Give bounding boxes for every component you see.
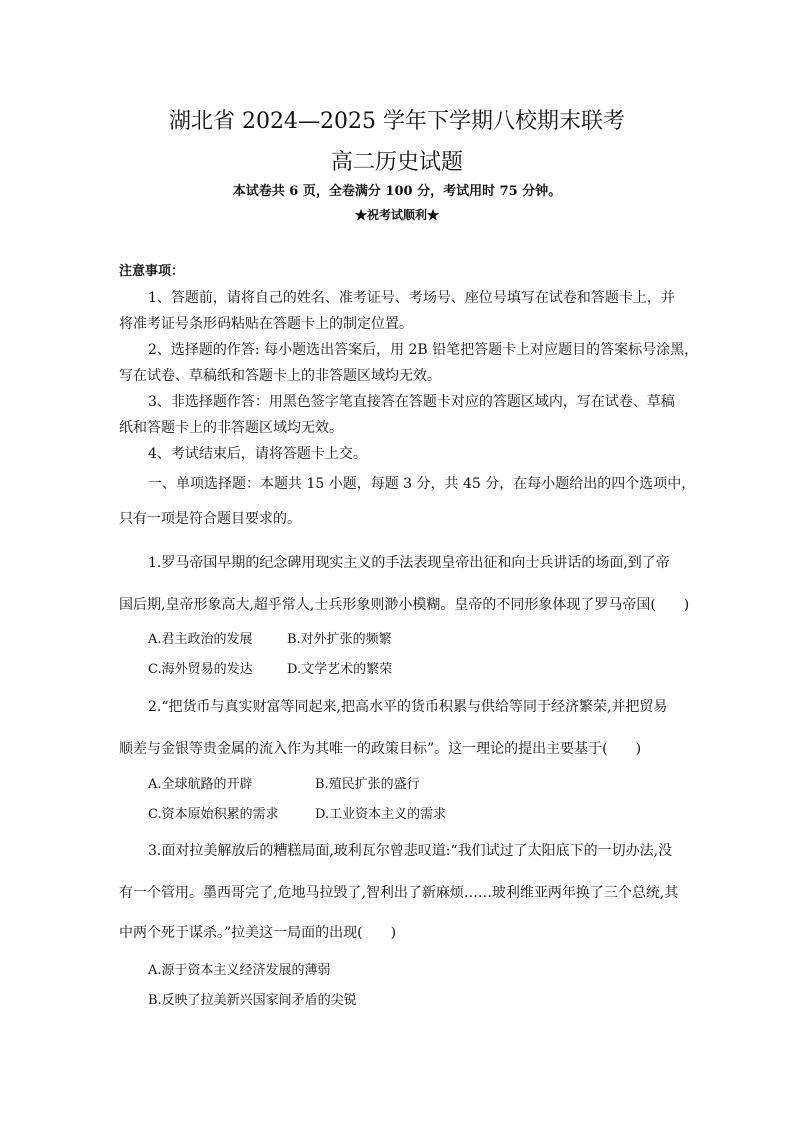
question-1-line-2: 国后期,皇帝形象高大,超乎常人,士兵形象则渺小模糊。皇帝的不同形象体现了罗马帝国( ) [119,597,690,613]
question-1-option-a: A.君主政治的发展 [148,632,253,647]
question-3-line-3: 中两个死于谋杀。”拉美这一局面的出现( ) [119,925,397,941]
question-1-option-c: C.海外贸易的发达 [148,662,253,677]
question-3-option-a: A.源于资本主义经济发展的薄弱 [148,963,331,978]
notice-item-3-line-1: 3、非选择题作答：用黑色签字笔直接答在答题卡对应的答题区域内，写在试卷、草稿 [148,394,675,410]
notice-item-2-line-2: 写在试卷、草稿纸和答题卡上的非答题区域均无效。 [119,368,441,384]
question-2-option-b: B.殖民扩张的盛行 [315,777,420,792]
question-3-option-b: B.反映了拉美新兴国家间矛盾的尖锐 [148,993,357,1008]
notice-heading: 注意事项： [119,264,185,279]
notice-item-3-line-2: 纸和答题卡上的非答题区域均无效。 [119,420,343,436]
question-2-option-c: C.资本原始积累的需求 [148,807,279,822]
section-heading-line-1: 一、单项选择题：本题共 15 小题，每题 3 分，共 45 分，在每小题给出的四个选项中， [148,476,696,492]
section-heading-line-2: 只有一项是符合题目要求的。 [119,511,301,527]
exam-title: 湖北省 2024—2025 学年下学期八校期末联考 [169,109,625,134]
question-3-line-2: 有一个管用。墨西哥完了,危地马拉毁了,智利出了新麻烦……玻利维亚两年换了三个总统,其 [119,885,679,901]
notice-item-4-line-1: 4、考试结束后，请将答题卡上交。 [148,446,367,462]
question-2-line-1: 2.“把货币与真实财富等同起来,把高水平的货币积累与供给等同于经济繁荣,并把贸易 [148,699,668,715]
exam-meta: 本试卷共 6 页，全卷满分 100 分，考试用时 75 分钟。 [232,184,562,199]
exam-wish: ★祝考试顺利★ [354,208,439,222]
question-1-option-d: D.文学艺术的繁荣 [287,662,393,677]
notice-item-1-line-2: 将准考证号条形码粘贴在答题卡上的制定位置。 [119,316,413,332]
question-1-line-1: 1.罗马帝国早期的纪念碑用现实主义的手法表现皇帝出征和向士兵讲话的场面,到了帝 [148,555,670,571]
exam-subject: 高二历史试题 [330,150,463,175]
question-2-option-d: D.工业资本主义的需求 [315,807,447,822]
notice-item-2-line-1: 2、选择题的作答: 每小题选出答案后，用 2B 铅笔把答题卡上对应题目的答案标号涂黑， [148,342,699,358]
question-2-option-a: A.全球航路的开辟 [148,777,253,792]
question-2-line-2: 顺差与金银等贵金属的流入作为其唯一的政策目标”。这一理论的提出主要基于( ) [119,741,642,757]
question-1-option-b: B.对外扩张的频繁 [287,632,392,647]
notice-item-1-line-1: 1、答题前，请将自己的姓名、准考证号、考场号、座位号填写在试卷和答题卡上，并 [148,290,675,306]
question-3-line-1: 3.面对拉美解放后的糟糕局面,玻利瓦尔曾悲叹道:“我们试过了太阳底下的一切办法,没 [148,843,673,859]
